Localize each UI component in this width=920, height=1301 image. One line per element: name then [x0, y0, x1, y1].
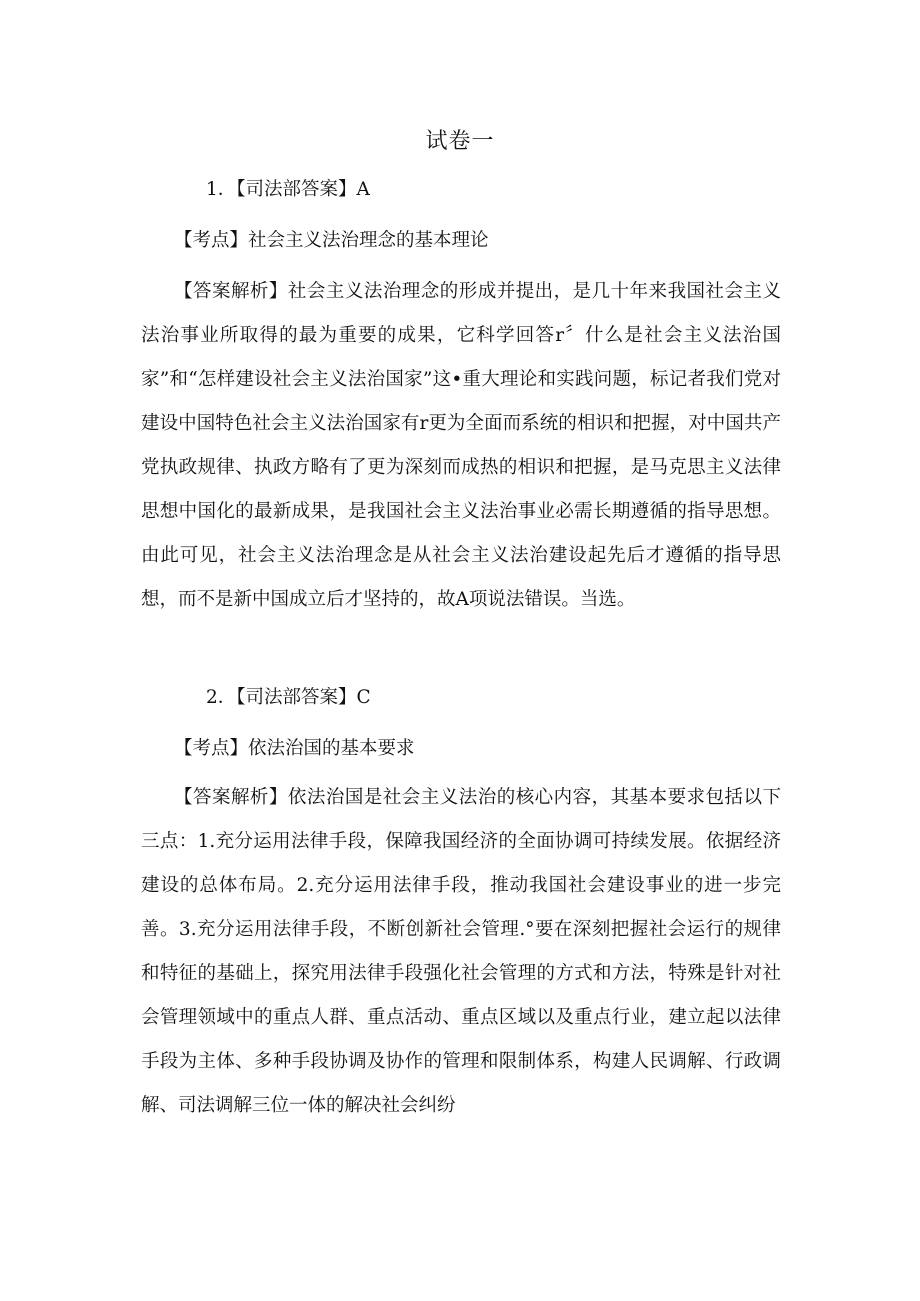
question-2-answer: 2．【司法部答案】C [206, 687, 371, 708]
question-2-kaodian: 【考点】依法治国的基本要求 [174, 738, 415, 759]
question-1-kaodian: 【考点】社会主义法治理念的基本理论 [174, 230, 489, 251]
question-2-analysis: 【答案解析】依法治国是社会主义法治的核心内容，其基本要求包括以下三点：1.充分运用法律手段，保障我国经济的全面协调可持续发展。依据经济建设的总体布局。2.充分运用法律手段，推动我国社会建设事业的进一步完善。3.充分运用法律手段，不断创新社会管理.°要在深刻把握社会运行的规律和特征的基础上，探究用法律手段强化社会管理的方式和方法，特殊是针对社会管理领域中的重点人群、重点活动、重点区域以及重点行业，建立起以法律手段为主体、多种手段协调及协作的管理和限制体系，构建人民调解、行政调解、司法调解三位一体的解决社会纠纷 [141, 787, 781, 1116]
page-title: 试卷一 [425, 129, 495, 154]
question-1-analysis: 【答案解析】社会主义法治理念的形成并提出，是几十年来我国社会主义法治事业所取得的最为重要的成果，它科学回答r〞什么是社会主义法治国家”和“怎样建设社会主义法治国家”这•重大理论和实践问题，标记者我们党对建设中国特色社会主义法治国家有r更为全面而系统的相识和把握，对中国共产党执政规律、执政方略有了更为深刻而成热的相识和把握，是马克思主义法律思想中国化的最新成果，是我国社会主义法治事业必需长期遵循的指导思想。由此可见，社会主义法治理念是从社会主义法治建设起先后才遵循的指导思想，而不是新中国成立后才坚持的，故A项说法错误。当选。 [141, 281, 781, 610]
question-1-answer: 1．【司法部答案】A [206, 179, 370, 200]
